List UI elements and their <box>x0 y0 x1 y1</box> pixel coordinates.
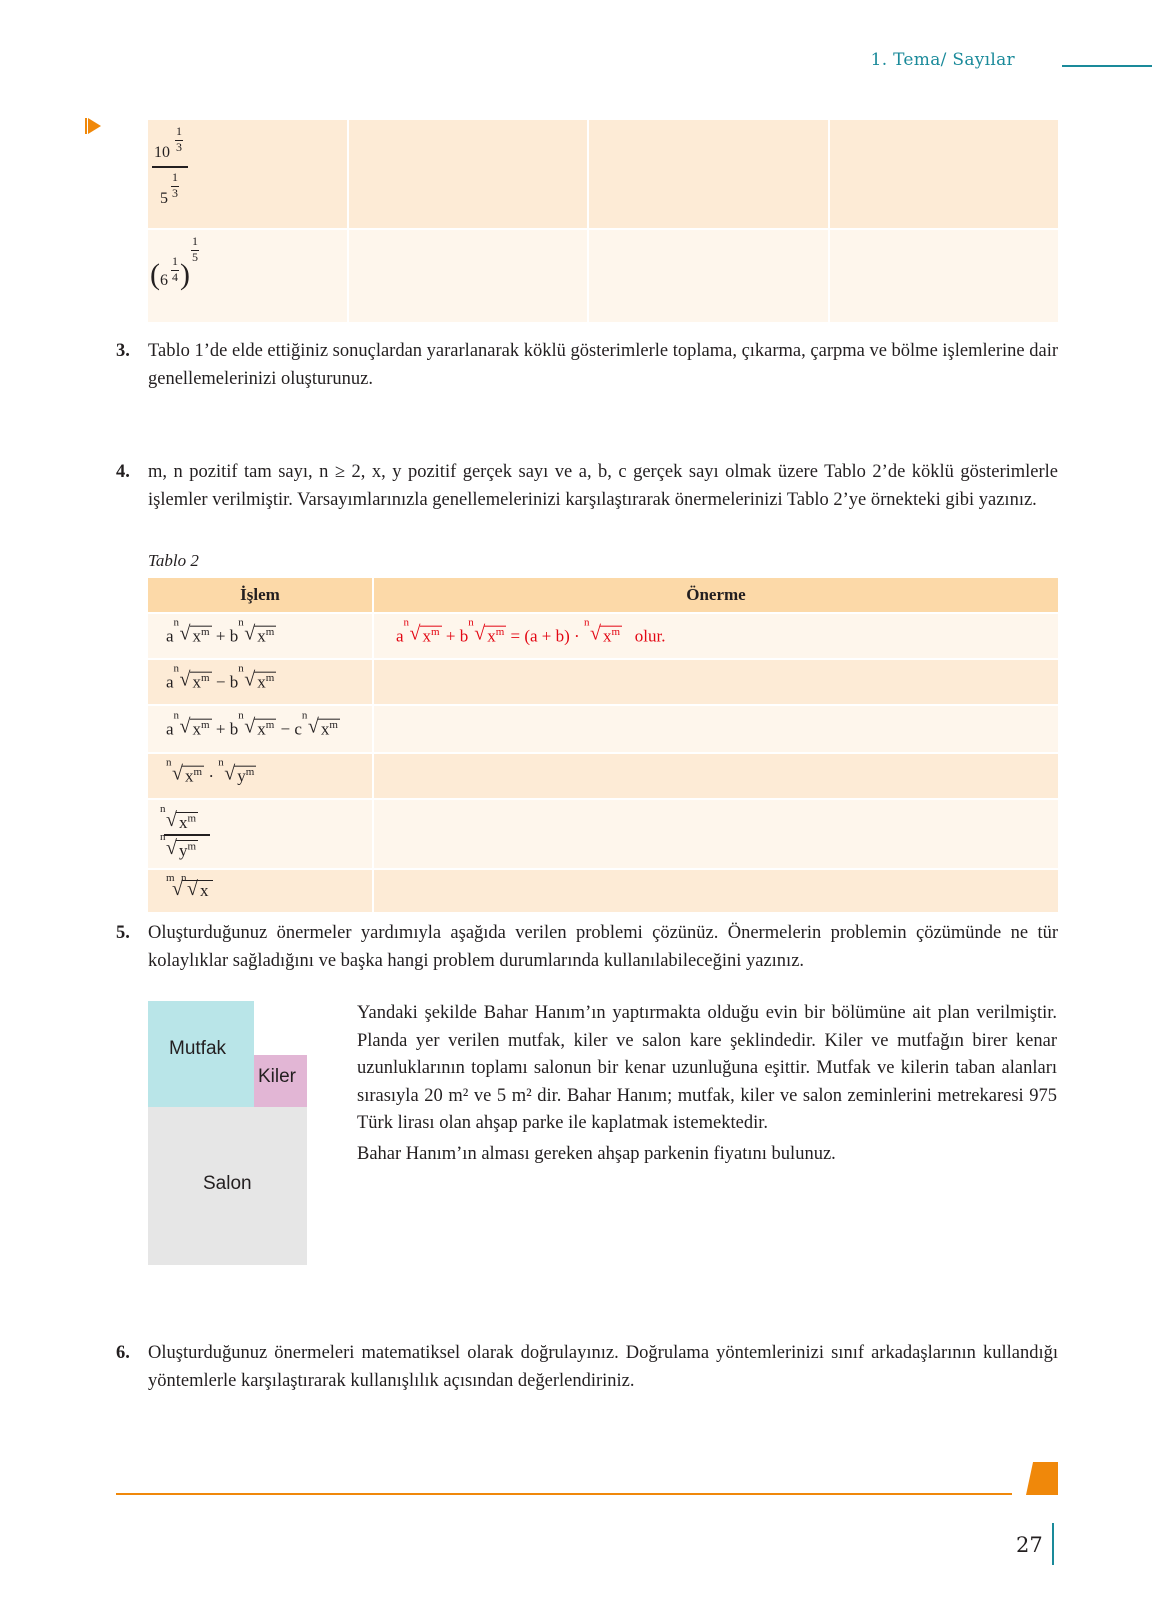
table-cell-empty[interactable] <box>589 230 829 322</box>
footer-tab <box>1026 1462 1058 1495</box>
question-number: 3. <box>116 341 130 361</box>
onerme-cell-empty[interactable] <box>374 706 1058 752</box>
page-number-bar <box>1052 1523 1054 1565</box>
column-header-onerme: Önerme <box>686 585 746 604</box>
section-marker-bar <box>85 118 87 134</box>
islem-cell <box>148 660 374 704</box>
table-cell-expression <box>148 120 349 228</box>
question-4 <box>116 459 1058 514</box>
header-title: 1. Tema/ Sayılar <box>870 50 1015 70</box>
onerme-cell-empty[interactable] <box>374 800 1058 868</box>
table-row <box>148 752 1058 798</box>
numerator: n √ $x^m$ <box>160 803 197 832</box>
table-cell-empty[interactable] <box>589 120 829 228</box>
table-caption: Tablo 2 <box>148 551 199 570</box>
problem-paragraph: Yandaki şekilde Bahar Hanım’ın yaptırmakta olduğu evin bir bölümüne ait plan verilmiştir. Planda yer verilen mutfak, kiler ve salon kare şeklindedir. Kiler ve mutfağın birer kenar uzunluklarının toplamı salonun bir kenar uzunluğuna eşittir. Mutfak ve kilerin taban alanları sırasıyla 20 m² ve 5 m² dir. Bahar Hanım; mutfak, kiler ve salon zeminlerini metrekaresi 975 Türk lirası olan ahşap parke ile kaplatmak istemektedir. <box>357 1003 1057 1133</box>
onerme-cell <box>374 614 1058 658</box>
islem-cell <box>148 614 374 658</box>
footer-rule <box>116 1493 1012 1495</box>
onerme-cell-empty[interactable] <box>374 870 1058 912</box>
mutfak-label: Mutfak <box>169 1038 227 1059</box>
question-text: m, n pozitif tam sayı, n ≥ 2, x, y pozitif gerçek sayı ve a, b, c gerçek sayı olmak üzere Tablo 2’de köklü gösterimlerle işlemler verilmiştir. Varsayımlarınızla genellemelerinizi karşılaştırarak önermelerinizi Tablo 2’ye örnekteki gibi yazınız. <box>148 462 1058 510</box>
question-text: Oluşturduğunuz önermeler yardımıyla aşağıda verilen problemi çözünüz. Önermelerin problemin çözümünde ne tür kolaylıklar sağladığını ve başka hangi problem durumlarında kullanılabileceğini yazınız. <box>148 923 1058 971</box>
expression: m √ n √ x <box>166 881 213 901</box>
example-suffix: olur. <box>634 626 666 646</box>
exp-den: 3 <box>176 140 182 154</box>
exp-num: 1 <box>176 124 182 138</box>
section-marker-icon <box>88 118 101 134</box>
table-row <box>148 798 1058 868</box>
inner-exp-den: 4 <box>172 270 178 284</box>
table-row <box>148 704 1058 752</box>
exp-num: 1 <box>172 170 178 184</box>
fraction-bar <box>164 834 210 836</box>
example-statement: a n √ $x^m + b$ n √ $x^m = (a + b)$ · n √ $x^m$ olur. <box>396 616 666 646</box>
paren-close: ) <box>180 258 190 291</box>
question-number: 6. <box>116 1343 130 1363</box>
outer-exp-num: 1 <box>192 234 198 248</box>
problem-question: Bahar Hanım’ın alması gereken ahşap parkenin fiyatını bulunuz. <box>357 1144 836 1164</box>
islem-cell <box>148 870 374 912</box>
question-5 <box>116 920 1058 975</box>
inner-exp-num: 1 <box>172 254 178 268</box>
exp-den: 3 <box>172 186 178 200</box>
table-header-row <box>148 578 1058 612</box>
islem-cell <box>148 754 374 798</box>
question-number: 5. <box>116 923 130 943</box>
salon-label: Salon <box>203 1173 252 1194</box>
table-cell-empty[interactable] <box>830 230 1058 322</box>
question-text: Oluşturduğunuz önermeleri matematiksel olarak doğrulayınız. Doğrulama yöntemlerinizi sınıf arkadaşlarının kullandığı yöntemlerle karşılaştırarak kullanışlılık açısından değerlendiriniz. <box>148 1343 1058 1391</box>
header-rule <box>1062 65 1152 67</box>
page-number: 27 <box>1016 1533 1043 1557</box>
paren-open: ( <box>150 258 160 291</box>
onerme-cell-empty[interactable] <box>374 754 1058 798</box>
expression: a n √ $x^m + b$ n √ $x^m$ <box>166 616 275 646</box>
table-cell-empty[interactable] <box>349 120 589 228</box>
table-row <box>148 612 1058 658</box>
outer-exp-den: 5 <box>192 250 198 264</box>
denominator-base: 5 <box>160 190 168 207</box>
kiler-label: Kiler <box>258 1066 297 1087</box>
table-2 <box>148 578 1058 912</box>
column-header-islem: İşlem <box>148 578 374 612</box>
expression: n √ $x^m$ · n √ $y^m$ <box>166 756 255 786</box>
question-3 <box>116 338 1058 393</box>
table-cell-expression <box>148 230 349 322</box>
base: 6 <box>160 272 168 289</box>
table-1-continuation <box>148 120 1058 322</box>
fraction-bar <box>152 166 188 168</box>
question-text: Tablo 1’de elde ettiğiniz sonuçlardan yararlanarak köklü gösterimlerle toplama, çıkarma, çarpma ve bölme işlemlerine dair genellemelerinizi oluşturunuz. <box>148 341 1058 389</box>
numerator-base: 10 <box>154 144 170 161</box>
table-row <box>148 658 1058 704</box>
expression: a n √ $x^m + b$ n √ $x^m - c$ n √ $x^m$ <box>166 709 338 739</box>
table-cell-empty[interactable] <box>830 120 1058 228</box>
islem-cell <box>148 706 374 752</box>
question-6 <box>116 1340 1058 1395</box>
question-number: 4. <box>116 462 130 482</box>
denominator: n √ $y^m$ <box>160 831 197 860</box>
expression: a n √ $x^m - b$ n √ $x^m$ <box>166 662 275 692</box>
table-row <box>148 120 1058 228</box>
table-cell-empty[interactable] <box>349 230 589 322</box>
table-row <box>148 228 1058 322</box>
islem-cell <box>148 800 374 868</box>
table-row <box>148 868 1058 912</box>
onerme-cell-empty[interactable] <box>374 660 1058 704</box>
